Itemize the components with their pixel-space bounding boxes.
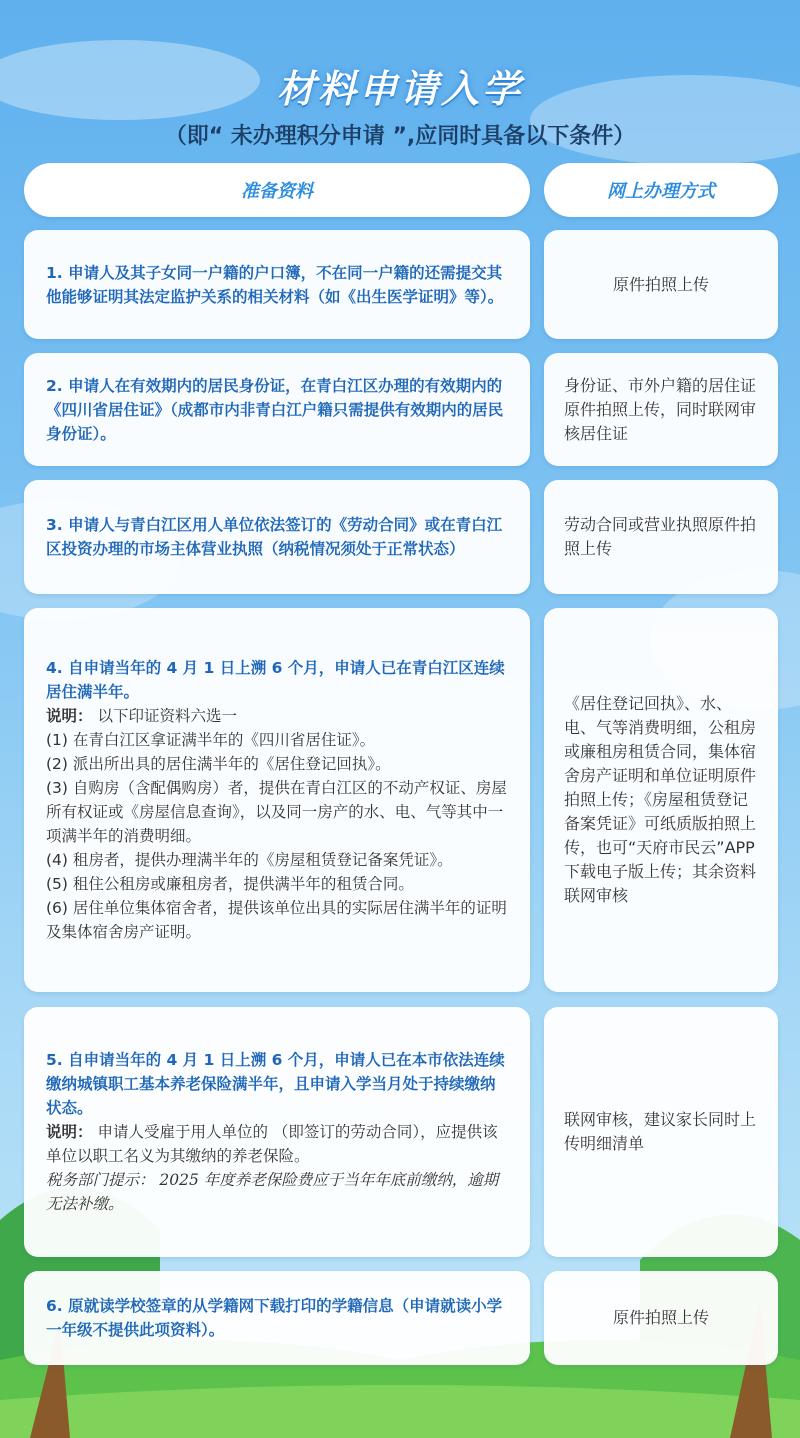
- material-card-3: [24, 480, 530, 594]
- material-text: 3. 申请人与青白江区用人单位依法签订的《劳动合同》或在青白江区投资办理的市场主体营业执照（纳税情况须处于正常状态）: [46, 516, 503, 558]
- method-text: 联网审核，建议家长同时上传明细清单: [564, 1110, 757, 1153]
- tax-note: 税务部门提示： 2025 年度养老保险费应于当年年底前缴纳，逾期无法补缴。: [46, 1171, 499, 1213]
- material-title: 4. 自申请当年的 4 月 1 日上溯 6 个月，申请人已在青白江区连续居住满半年。: [46, 659, 505, 701]
- method-text: 劳动合同或营业执照原件拍照上传: [564, 515, 757, 558]
- list-item: (6) 居住单位集体宿舍者，提供该单位出具的实际居住满半年的证明及集体宿舍房产证明。: [46, 899, 507, 941]
- explanation-text: 以下印证资料六选一: [97, 707, 237, 725]
- method-card-3: [544, 480, 778, 594]
- method-text: 原件拍照上传: [612, 274, 709, 294]
- method-card-4: [544, 608, 778, 992]
- material-card-4: [24, 608, 530, 992]
- page-title: 材料申请入学: [276, 67, 523, 111]
- column-header-online-method: 网上办理方式: [544, 163, 778, 217]
- page-subtitle: （即“ 未办理积分申请 ”,应同时具备以下条件）: [164, 124, 636, 149]
- list-item: (2) 派出所出具的居住满半年的《居住登记回执》。: [46, 755, 391, 773]
- material-card-2: [24, 353, 530, 466]
- explanation-label: 说明：: [46, 1123, 93, 1141]
- material-text: 1. 申请人及其子女同一户籍的户口簿，不在同一户籍的还需提交其他能够证明其法定监护关系的相关材料（如《出生医学证明》等）。: [46, 263, 504, 306]
- material-title: 5. 自申请当年的 4 月 1 日上溯 6 个月，申请人已在本市依法连续缴纳城镇职工基本养老保险满半年，且申请入学当月处于持续缴纳状态。: [46, 1051, 505, 1117]
- method-text: 原件拍照上传: [612, 1308, 709, 1327]
- column-header-materials: 准备资料: [24, 163, 530, 217]
- method-text: 《居住登记回执》、水、电、气等消费明细，公租房或廉租房租赁合同，集体宿舍房产证明和单位证明原件拍照上传；《房屋租赁登记备案凭证》可纸质版拍照上传，也可“天府市民云”APP 下载电子版上传；其余资料联网审核: [564, 694, 757, 905]
- method-card-1: [544, 230, 778, 339]
- list-item: (4) 租房者，提供办理满半年的《房屋租赁登记备案凭证》。: [46, 851, 453, 869]
- explanation-line: [46, 704, 508, 728]
- list-item: (3) 自购房（含配偶购房）者，提供在青白江区的不动产权证、房屋所有权证或《房屋信息查询》，以及同一房产的水、电、气等其中一项满半年的消费明细。: [46, 779, 507, 845]
- method-card-2: [544, 353, 778, 466]
- method-text: 身份证、市外户籍的居住证原件拍照上传，同时联网审核居住证: [564, 375, 757, 443]
- material-text: 6. 原就读学校签章的从学籍网下载打印的学籍信息（申请就读小学一年级不提供此项资料）。: [46, 1297, 503, 1339]
- material-card-5: [24, 1007, 530, 1257]
- explanation-label: 说明：: [46, 707, 93, 725]
- header: [0, 58, 800, 150]
- method-card-6: [544, 1271, 778, 1365]
- list-item: (5) 租住公租房或廉租房者，提供满半年的租赁合同。: [46, 875, 414, 893]
- method-card-5: [544, 1007, 778, 1257]
- explanation-text: 申请人受雇于用人单位的 （即签订的劳动合同），应提供该单位以职工名义为其缴纳的养老保险。: [46, 1123, 498, 1165]
- explanation-line: [46, 1120, 508, 1168]
- material-card-1: [24, 230, 530, 339]
- material-text: 2. 申请人在有效期内的居民身份证，在青白江区办理的有效期内的《四川省居住证》（成都市内非青白江户籍只需提供有效期内的居民身份证）。: [46, 376, 504, 443]
- material-card-6: [24, 1271, 530, 1365]
- list-item: (1) 在青白江区拿证满半年的《四川省居住证》。: [46, 731, 376, 749]
